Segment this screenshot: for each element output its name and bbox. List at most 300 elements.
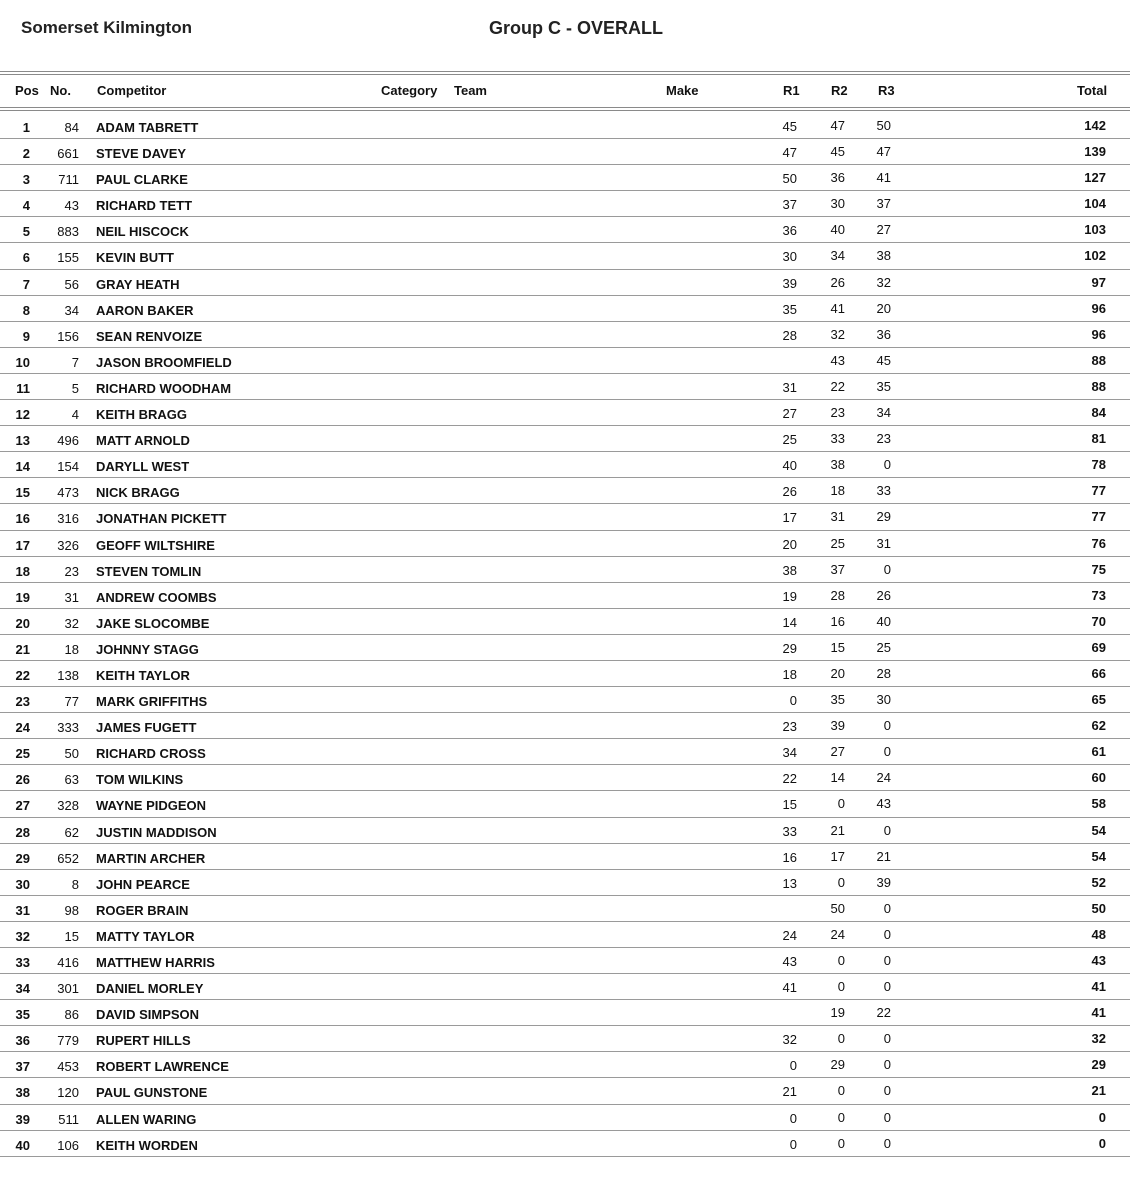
row-r3: 0 [883,744,891,760]
row-pos: 18 [15,563,30,579]
row-r2: 45 [830,144,845,160]
row-pos: 26 [15,772,30,788]
row-number: 652 [57,850,79,866]
row-pos: 32 [15,928,30,944]
row-r3: 47 [876,144,891,160]
row-r2: 34 [830,248,845,264]
row-pos: 5 [22,224,30,240]
row-number: 106 [57,1137,79,1153]
row-r1: 26 [782,484,797,500]
row-r3: 0 [883,953,891,968]
table-row [0,557,1130,583]
row-pos: 7 [22,276,30,292]
row-number: 138 [57,667,79,683]
row-pos: 35 [15,1007,30,1023]
col-header-category: Category [381,83,438,98]
table-row [0,322,1130,348]
row-r1: 18 [782,666,797,682]
row-competitor: GRAY HEATH [96,276,180,292]
row-competitor: JONATHAN PICKETT [96,511,227,527]
table-row [0,739,1130,765]
row-total: 142 [1084,118,1106,133]
row-number: 63 [64,772,79,788]
row-total: 21 [1091,1083,1106,1099]
row-r2: 18 [830,483,845,499]
row-pos: 17 [15,537,30,553]
row-number: 711 [58,172,79,188]
row-r2: 25 [830,535,845,551]
table-row [0,687,1130,713]
row-competitor: NICK BRAGG [96,485,180,501]
row-r1: 21 [782,1084,797,1100]
row-r2: 47 [830,118,845,133]
table-row [0,791,1130,817]
row-pos: 40 [15,1137,30,1153]
row-r2: 0 [837,1083,845,1099]
row-competitor: JOHNNY STAGG [96,641,199,657]
row-number: 416 [57,955,79,970]
row-competitor: PAUL CLARKE [96,172,188,188]
row-pos: 27 [15,798,30,814]
row-r2: 32 [830,326,845,342]
row-number: 50 [64,746,79,762]
row-r3: 50 [876,118,891,133]
col-header-total: Total [1077,83,1108,98]
row-r3: 0 [883,1109,891,1125]
table-row [0,191,1130,217]
row-competitor: KEITH WORDEN [96,1137,198,1153]
row-r1: 38 [782,562,797,578]
row-pos: 2 [22,146,30,162]
row-number: 883 [57,224,79,240]
row-number: 98 [64,902,79,918]
table-row [0,374,1130,400]
row-r3: 0 [883,1083,891,1099]
row-number: 326 [57,537,79,553]
row-number: 15 [64,928,79,944]
row-r1: 0 [789,693,797,709]
row-number: 316 [57,511,79,527]
row-r3: 0 [883,1135,891,1151]
row-total: 96 [1091,300,1106,316]
row-r2: 28 [830,587,845,603]
row-r1: 33 [782,823,797,839]
row-total: 96 [1091,326,1106,342]
row-pos: 25 [15,746,30,762]
row-competitor: JOHN PEARCE [96,876,190,892]
row-r2: 0 [837,979,845,995]
row-total: 54 [1091,822,1106,838]
row-pos: 22 [15,667,30,683]
row-pos: 30 [15,876,30,892]
row-competitor: MATTHEW HARRIS [96,955,215,970]
row-r1: 35 [782,301,797,317]
row-competitor: KEITH TAYLOR [96,667,190,683]
row-total: 0 [1098,1135,1106,1151]
row-r1: 24 [782,927,797,943]
row-number: 453 [57,1059,79,1075]
row-r2: 37 [830,561,845,577]
row-r1: 41 [782,980,797,996]
row-r2: 36 [830,170,845,186]
col-header-team: Team [454,83,487,98]
row-r1: 39 [782,275,797,291]
row-competitor: ADAM TABRETT [96,120,199,135]
row-number: 86 [64,1007,79,1023]
row-r2: 26 [830,274,845,290]
row-competitor: RICHARD CROSS [96,746,206,762]
table-row [0,426,1130,452]
row-r3: 27 [876,222,891,238]
row-competitor: TOM WILKINS [96,772,184,788]
row-pos: 31 [15,902,30,918]
table-row [0,818,1130,844]
row-total: 41 [1091,1005,1106,1021]
row-number: 84 [64,120,79,135]
row-r3: 26 [876,587,891,603]
row-r1: 43 [782,954,797,969]
table-row [0,844,1130,870]
row-competitor: ALLEN WARING [96,1111,197,1127]
col-header-no: No. [50,83,71,98]
row-total: 0 [1098,1109,1106,1125]
row-r3: 37 [876,196,891,212]
row-r1: 32 [782,1032,797,1048]
row-total: 88 [1091,378,1106,394]
row-r2: 24 [830,926,845,942]
col-header-make: Make [666,83,699,98]
table-row [0,974,1130,1000]
row-pos: 13 [15,433,30,449]
row-number: 120 [57,1085,79,1101]
row-r2: 31 [830,509,845,525]
row-competitor: PAUL GUNSTONE [96,1085,208,1101]
row-total: 77 [1091,483,1106,499]
row-competitor: RUPERT HILLS [96,1033,191,1049]
row-r1: 40 [782,458,797,474]
row-number: 511 [58,1111,79,1127]
row-number: 154 [57,459,79,475]
row-competitor: STEVEN TOMLIN [96,563,202,579]
table-row [0,948,1130,974]
row-r3: 0 [883,900,891,916]
row-competitor: KEITH BRAGG [96,407,187,423]
table-row [0,1026,1130,1052]
row-competitor: JAMES FUGETT [96,720,197,736]
row-r2: 40 [830,222,845,238]
row-r1: 14 [782,614,797,630]
row-total: 32 [1091,1031,1106,1047]
table-row [0,583,1130,609]
table-row [0,765,1130,791]
row-competitor: MARTIN ARCHER [96,850,206,866]
row-number: 301 [57,981,79,997]
table-row [0,531,1130,557]
row-total: 50 [1091,900,1106,916]
row-number: 31 [64,589,79,605]
row-total: 75 [1091,561,1106,577]
row-competitor: JUSTIN MADDISON [96,824,217,840]
row-total: 81 [1091,431,1106,447]
row-number: 8 [71,876,79,892]
event-name: Somerset Kilmington [21,18,192,37]
table-row [0,1131,1130,1157]
row-number: 779 [57,1033,79,1049]
row-r2: 33 [830,431,845,447]
row-competitor: AARON BAKER [96,302,194,318]
row-number: 333 [57,720,79,736]
row-r1: 22 [782,771,797,787]
row-r1: 34 [782,745,797,761]
table-row [0,296,1130,322]
table-row [0,870,1130,896]
row-pos: 12 [15,407,30,423]
row-r2: 23 [830,405,845,421]
table-row [0,635,1130,661]
row-r2: 19 [830,1005,845,1021]
row-total: 97 [1091,274,1106,290]
row-competitor: JAKE SLOCOMBE [96,615,210,631]
row-pos: 20 [15,615,30,631]
row-pos: 8 [22,302,30,318]
row-r2: 43 [830,352,845,368]
results-table-body [0,113,1130,1157]
row-total: 62 [1091,718,1106,734]
table-row [0,452,1130,478]
row-pos: 21 [15,641,30,657]
row-pos: 38 [15,1085,30,1101]
row-r1: 20 [782,536,797,552]
row-number: 7 [71,354,79,370]
row-total: 70 [1091,613,1106,629]
row-r1: 50 [782,171,797,187]
row-competitor: MATTY TAYLOR [96,928,195,944]
row-r2: 14 [830,770,845,786]
row-competitor: DARYLL WEST [96,459,190,475]
row-r1: 0 [789,1136,797,1152]
row-pos: 14 [15,459,30,475]
row-total: 76 [1091,535,1106,551]
row-number: 155 [57,250,79,266]
row-r2: 16 [830,613,845,629]
row-pos: 16 [15,511,30,527]
row-number: 328 [57,798,79,814]
row-total: 77 [1091,509,1106,525]
row-number: 4 [71,407,79,423]
row-r3: 25 [876,639,891,655]
table-row [0,113,1130,139]
row-r1: 30 [782,249,797,265]
table-row [0,1052,1130,1078]
row-total: 43 [1091,953,1106,968]
row-r2: 22 [830,378,845,394]
row-pos: 3 [22,172,30,188]
row-pos: 39 [15,1111,30,1127]
row-r1: 0 [789,1110,797,1126]
row-r1: 28 [782,327,797,343]
table-row [0,139,1130,165]
table-row [0,661,1130,687]
row-pos: 1 [22,120,30,135]
row-total: 69 [1091,639,1106,655]
row-r3: 23 [876,431,891,447]
row-competitor: ROGER BRAIN [96,902,189,918]
row-competitor: NEIL HISCOCK [96,224,189,240]
row-r1: 16 [782,849,797,865]
row-total: 48 [1091,926,1106,942]
table-row [0,1105,1130,1131]
table-row [0,922,1130,948]
row-r3: 0 [883,1057,891,1073]
row-total: 84 [1091,405,1106,421]
table-row [0,348,1130,374]
table-row [0,504,1130,530]
header-rule-top [0,71,1130,75]
row-r3: 22 [876,1005,891,1021]
row-r3: 39 [876,874,891,890]
row-r3: 0 [883,1031,891,1047]
row-competitor: WAYNE PIDGEON [96,798,207,814]
row-r3: 20 [876,300,891,316]
row-r1: 25 [782,432,797,448]
row-total: 65 [1091,692,1106,708]
row-r3: 0 [883,457,891,473]
row-r2: 0 [837,953,845,968]
row-r2: 35 [830,692,845,708]
row-r3: 38 [876,248,891,264]
row-r2: 30 [830,196,845,212]
row-pos: 29 [15,850,30,866]
row-r3: 21 [876,848,891,864]
row-number: 32 [64,615,79,631]
row-total: 139 [1084,144,1106,160]
table-row [0,609,1130,635]
row-r3: 28 [876,665,891,681]
row-total: 73 [1091,587,1106,603]
row-r1: 31 [782,379,797,395]
row-r3: 41 [876,170,891,186]
row-r3: 43 [876,796,891,812]
row-competitor: RICHARD WOODHAM [96,380,232,396]
row-r1: 15 [782,797,797,813]
row-r2: 39 [830,718,845,734]
row-total: 103 [1084,222,1106,238]
row-r2: 21 [830,822,845,838]
row-r1: 23 [782,719,797,735]
table-row [0,1000,1130,1026]
row-r3: 30 [876,692,891,708]
table-row [0,896,1130,922]
row-number: 473 [57,485,79,501]
row-r2: 27 [830,744,845,760]
table-row [0,165,1130,191]
row-total: 58 [1091,796,1106,812]
page-title: Group C - OVERALL [489,18,663,38]
col-header-competitor: Competitor [97,83,167,98]
row-r3: 0 [883,718,891,734]
row-number: 156 [57,328,79,344]
row-r1: 17 [782,510,797,526]
row-total: 61 [1091,744,1106,760]
row-total: 104 [1084,196,1106,212]
row-total: 102 [1084,248,1106,264]
row-pos: 28 [15,824,30,840]
row-competitor: SEAN RENVOIZE [96,328,203,344]
row-r3: 0 [883,979,891,995]
row-r1: 0 [789,1058,797,1074]
row-pos: 19 [15,589,30,605]
table-row [0,478,1130,504]
row-r2: 0 [837,1135,845,1151]
row-number: 5 [71,380,79,396]
table-row [0,713,1130,739]
row-r2: 50 [830,900,845,916]
col-header-r1: R1 [783,83,800,98]
row-r2: 0 [837,796,845,812]
row-r1: 47 [782,145,797,161]
row-number: 62 [64,824,79,840]
row-r1: 29 [782,640,797,656]
row-r2: 20 [830,665,845,681]
row-r2: 17 [830,848,845,864]
row-number: 56 [64,276,79,292]
row-r2: 0 [837,1109,845,1125]
row-total: 78 [1091,457,1106,473]
row-number: 43 [64,198,79,214]
row-r1: 45 [782,119,797,134]
row-pos: 6 [22,250,30,266]
row-r1: 13 [782,875,797,891]
row-pos: 37 [15,1059,30,1075]
row-r2: 0 [837,1031,845,1047]
row-competitor: ANDREW COOMBS [96,589,217,605]
row-r3: 0 [883,822,891,838]
row-pos: 11 [16,380,30,396]
row-competitor: KEVIN BUTT [96,250,174,266]
row-r3: 34 [876,405,891,421]
table-row [0,243,1130,269]
row-competitor: MARK GRIFFITHS [96,694,208,710]
row-competitor: DAVID SIMPSON [96,1007,200,1023]
col-header-r2: R2 [831,83,848,98]
table-row [0,1078,1130,1104]
row-r2: 41 [830,300,845,316]
row-pos: 23 [15,694,30,710]
row-total: 127 [1084,170,1106,186]
row-r3: 40 [876,613,891,629]
row-r2: 38 [830,457,845,473]
row-r3: 31 [876,535,891,551]
row-r3: 0 [883,561,891,577]
row-competitor: STEVE DAVEY [96,146,187,162]
row-competitor: ROBERT LAWRENCE [96,1059,229,1075]
header-rule-bottom [0,107,1130,111]
row-total: 66 [1091,665,1106,681]
row-r3: 0 [883,926,891,942]
row-pos: 4 [22,198,30,214]
row-competitor: GEOFF WILTSHIRE [96,537,215,553]
row-total: 29 [1091,1057,1106,1073]
row-pos: 10 [15,354,30,370]
col-header-r3: R3 [878,83,895,98]
row-total: 41 [1091,979,1106,995]
row-r1: 19 [782,588,797,604]
row-competitor: JASON BROOMFIELD [96,354,232,370]
row-number: 661 [57,146,79,162]
row-r2: 29 [830,1057,845,1073]
row-competitor: MATT ARNOLD [96,433,190,449]
row-number: 496 [57,433,79,449]
